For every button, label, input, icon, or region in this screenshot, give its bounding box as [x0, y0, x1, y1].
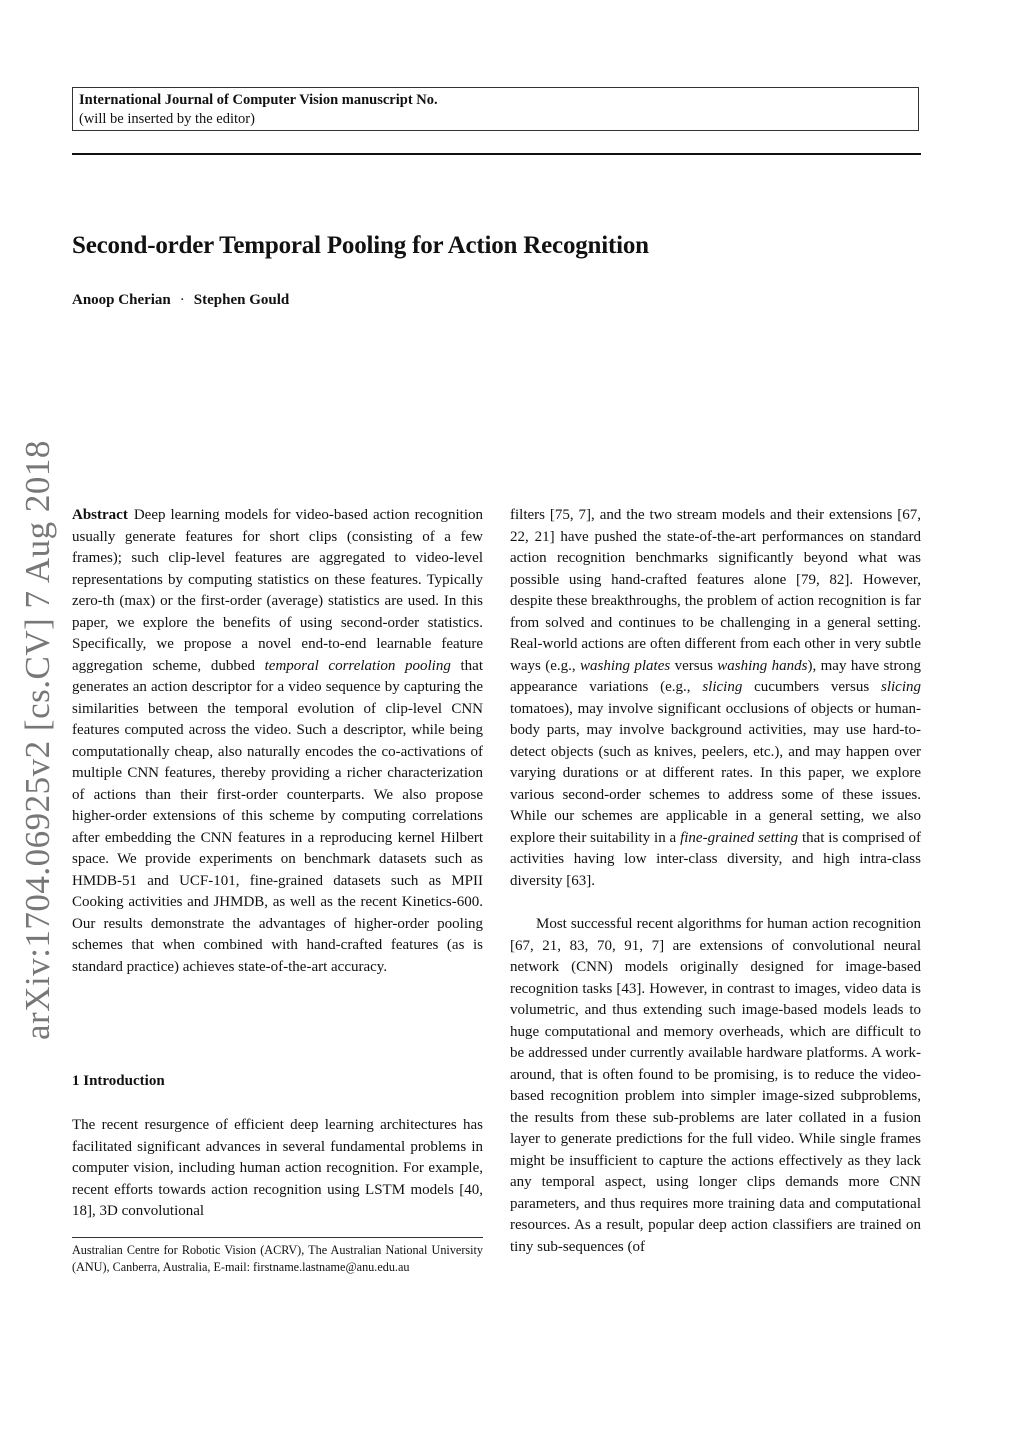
- abstract-text: Deep learning models for video-based action recognition usually generate features for short clips (consisting of a few frames); such clip-level features are aggregated to video-level representations by computing statistics on these features. Typically zero-th (max) or the first-order (average) statistics are used. In this paper, we explore the benefits of using second-order statistics. Specifically, we propose a novel end-to-end learnable feature aggregation scheme, dubbed: [72, 507, 483, 674]
- body-emphasis: fine-grained setting: [680, 829, 799, 846]
- author-name: Stephen Gould: [193, 292, 290, 308]
- intro-para-1: The recent resurgence of efficient deep learning architectures has facilitated significant advances in several fundamental problems in computer vision, including human action recognition. For example, recent efforts towards action recognition using LSTM models [40, 18], 3D convolutional: [72, 1117, 483, 1219]
- journal-note: (will be inserted by the editor): [79, 111, 255, 127]
- body-emphasis: slicing: [881, 679, 921, 695]
- body-emphasis: washing plates: [579, 657, 671, 674]
- footnote-rule: [72, 1237, 483, 1238]
- abstract-emphasis: temporal correlation pooling: [264, 657, 451, 674]
- abstract-label: Abstract: [72, 507, 128, 523]
- body-text: cucumbers versus: [742, 679, 881, 695]
- abstract-text: that generates an action descriptor for a video sequence by capturing the similarities between the temporal evolution of clip-level CNN features computed across the video. Such a descriptor, while being computationally cheap, also naturally encodes the co-activations of multiple CNN features, thereby providing a richer characterization of actions than their first-order counterparts. We also propose higher-order extensions of this scheme by computing correlations after embedding the CNN features in a reproducing kernel Hilbert space. We provide experiments on benchmark datasets such as HMDB-51 and UCF-101, fine-grained datasets such as MPII Cooking activities and JHMDB, as well as the recent Kinetics-600. Our results demonstrate the advantages of higher-order pooling schemes that when combined with hand-crafted features (as is standard practice) achieves state-of-the-art accuracy.: [72, 657, 483, 975]
- body-text: that is comprised of activities having low inter-class diversity, and high intra-class diversity [63].: [510, 829, 921, 889]
- body-text: tomatoes), may involve significant occlusions of objects or human-body parts, may involve background activities, may use hard-to-detect objects (such as knives, peelers, etc.), and may happen over varying durations or at different rates. In this paper, we explore various second-order schemes to address some of these issues. While our schemes are applicable in a general setting, we also explore their suitability in a: [510, 700, 921, 846]
- paper-title: Second-order Temporal Pooling for Action Recognition: [72, 232, 649, 259]
- right-column: [510, 505, 921, 1258]
- journal-title: International Journal of Computer Vision manuscript No.: [79, 92, 438, 108]
- introduction-paragraph: [72, 1115, 483, 1223]
- right-para-1: [510, 505, 921, 892]
- affiliation-footnote: Australian Centre for Robotic Vision (ACRV), The Australian National University (ANU), Canberra, Australia, E-mail: firstname.lastname@anu.edu.au: [72, 1243, 483, 1274]
- author-list: [72, 292, 289, 309]
- body-text: versus: [670, 657, 718, 674]
- author-name: Anoop Cherian: [72, 292, 171, 308]
- header-rule: [72, 153, 921, 155]
- right-para-2: Most successful recent algorithms for human action recognition [67, 21, 83, 70, 91, 7] are extensions of convolutional neural network (CNN) models originally designed for image-based recognition tasks [43]. However, in contrast to images, video data is volumetric, and thus extending such image-based models leads to huge computational and memory overheads, which are difficult to be addressed under currently available hardware platforms. A work-around, that is often found to be promising, is to reduce the video-based recognition problem into simpler image-sized subproblems, the results from these sub-problems are later collated in a fusion layer to generate predictions for the full video. While single frames might be insufficient to capture the actions effectively as they lack any temporal aspect, using longer clips demands more CNN parameters, and thus requires more training data and computational resources. As a result, popular deep action classifiers are trained on tiny sub-sequences (of: [510, 916, 921, 1255]
- author-separator: ·: [179, 292, 185, 308]
- body-text: filters [75, 7], and the two stream models and their extensions [67, 22, 21] have pushed the state-of-the-art performances on standard action recognition benchmarks significantly beyond what was possible using hand-crafted features alone [79, 82]. However, despite these breakthroughs, the problem of action recognition is far from solved and continues to be challenging in a general setting. Real-world actions are often different from each other in very subtle ways (e.g.,: [510, 507, 921, 674]
- body-text: ), may have strong appearance variations (e.g.,: [510, 657, 922, 695]
- journal-header-box: [72, 87, 919, 131]
- body-emphasis: slicing: [702, 679, 743, 695]
- body-emphasis: washing hands: [717, 657, 808, 674]
- abstract-block: [72, 505, 483, 978]
- section-heading-introduction: 1 Introduction: [72, 1073, 165, 1089]
- arxiv-sidebar-id: arXiv:1704.06925v2 [cs.CV] 7 Aug 2018: [18, 440, 57, 1040]
